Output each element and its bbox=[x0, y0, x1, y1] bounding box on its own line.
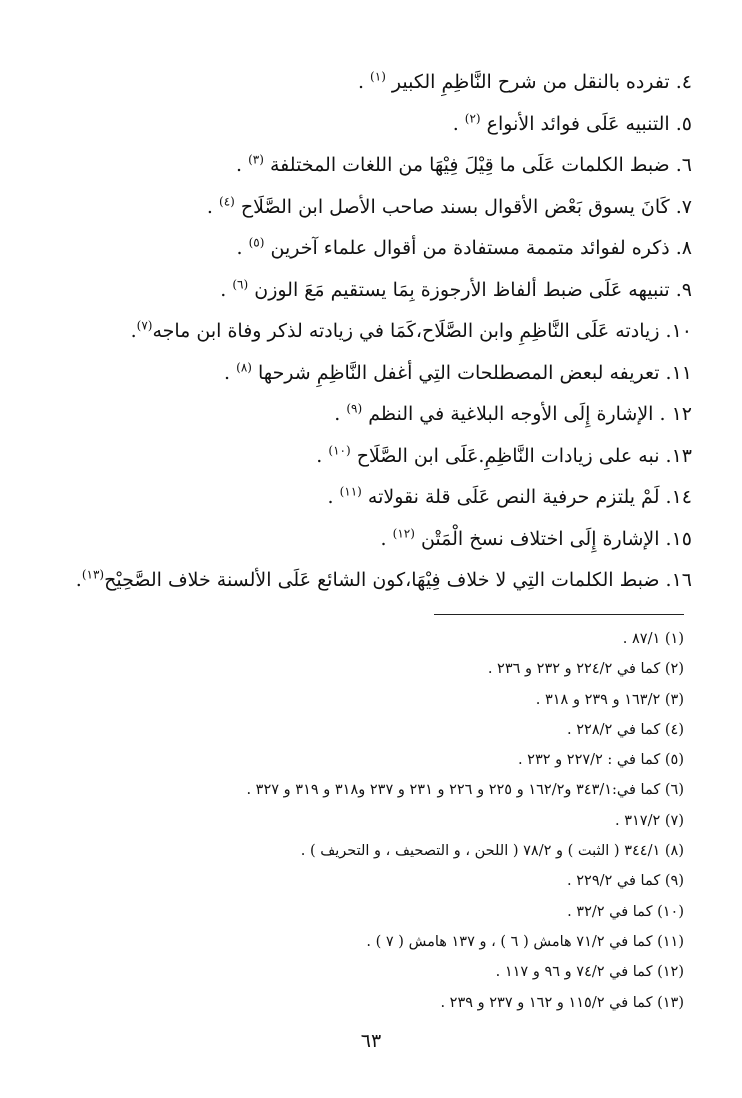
footnote-ref: (١) bbox=[370, 69, 386, 84]
list-item bbox=[50, 228, 692, 270]
list-item bbox=[50, 519, 692, 561]
footnote-ref: (٧) bbox=[136, 318, 153, 333]
item-text: ٧. كَانَ يسوق بَعْض الأقوال بسند صاحب الأصل ابن الصَّلَاح bbox=[240, 195, 692, 218]
footnote: (٨) ٣٤٤/١ ( الثبت ) و ٧٨/٢ ( اللحن ، و التصحيف ، و التحريف ) . bbox=[300, 843, 684, 860]
item-text: ١٦. ضبط الكلمات التِي لا خلاف فِيْهَا،كون الشائع عَلَى الألسنة خلاف الصَّحِيْح bbox=[104, 569, 692, 591]
footnote-ref: (١٣) bbox=[81, 567, 105, 582]
footnote-ref: (١٢) bbox=[392, 526, 415, 541]
footnote-ref: (٣) bbox=[248, 152, 264, 167]
item-text: ١١. تعريفه لبعض المصطلحات التِي أغفل النَّاظِمِ شرحها bbox=[258, 361, 692, 384]
list-item bbox=[50, 62, 692, 104]
footnote-ref: (٢) bbox=[464, 111, 481, 126]
item-text: ٦. ضبط الكلمات عَلَى ما قِيْلَ فِيْهَا من اللغات المختلفة bbox=[269, 154, 692, 176]
footnote: (١) ٨٧/١ . bbox=[622, 631, 684, 647]
item-text: ٩. تنبيهه عَلَى ضبط ألفاظ الأرجوزة بِمَا يستقيم مَعَ الوزن bbox=[254, 278, 692, 301]
item-text: ١٠. زيادته عَلَى النَّاظِمِ وابن الصَّلَاح،كَمَا في زيادته لذكر وفاة ابن ماجه bbox=[152, 320, 692, 342]
footnote: (٢) كما في ٢٢٤/٢ و ٢٣٢ و ٢٣٦ . bbox=[487, 661, 684, 678]
list-item bbox=[50, 560, 692, 602]
footnote: (٦) كما في:٣٤٣/١ و١٦٢/٢ و ٢٢٥ و ٢٢٦ و ٢٣١ و ٢٣٧ و٣١٨ و ٣١٩ و ٣٢٧ . bbox=[246, 782, 684, 799]
footnote: (٥) كما في : ٢٢٧/٢ و ٢٣٢ . bbox=[517, 752, 684, 769]
list-item bbox=[50, 477, 692, 519]
list-item bbox=[50, 311, 692, 353]
footnote-ref: (٥) bbox=[248, 235, 265, 250]
page-number: ٦٣ bbox=[360, 1030, 382, 1052]
item-end: . bbox=[334, 403, 347, 425]
footnote: (٩) كما في ٢٢٩/٢ . bbox=[567, 873, 684, 890]
footnote-ref: (٦) bbox=[232, 277, 249, 292]
footnote: (١٢) كما في ٧٤/٢ و ٩٦ و ١١٧ . bbox=[495, 964, 684, 981]
item-text: ٤. تفرده بالنقل من شرح النَّاظِمِ الكبير bbox=[391, 71, 692, 93]
list-item bbox=[50, 436, 692, 478]
item-end: . bbox=[224, 361, 237, 384]
item-end: . bbox=[220, 278, 233, 301]
footnote: (٣) ١٦٣/٢ و ٢٣٩ و ٣١٨ . bbox=[535, 691, 684, 708]
list-item bbox=[50, 187, 692, 229]
item-end: . bbox=[236, 237, 249, 259]
item-end: . bbox=[206, 195, 220, 218]
list-item bbox=[50, 394, 692, 436]
footnote: (١٣) كما في ١١٥/٢ و ١٦٢ و ٢٣٧ و ٢٣٩ . bbox=[440, 994, 684, 1011]
item-end: . bbox=[327, 486, 340, 508]
list-item bbox=[50, 104, 692, 146]
item-end: . bbox=[316, 444, 329, 467]
item-end: . bbox=[75, 569, 82, 591]
footnote-separator bbox=[434, 614, 684, 615]
item-text: ١٤. لَمْ يلتزم حرفية النص عَلَى قلة نقولاته bbox=[367, 486, 692, 508]
list-item bbox=[50, 145, 692, 187]
item-text: ٥. التنبيه عَلَى فوائد الأنواع bbox=[486, 112, 692, 135]
footnote: (٤) كما في ٢٢٨/٢ . bbox=[567, 721, 684, 738]
item-text: ٨. ذكره لفوائد متممة مستفادة من أقوال علماء آخرين bbox=[270, 237, 692, 259]
footnote: (١٠) كما في ٣٢/٢ . bbox=[567, 903, 684, 920]
item-end: . bbox=[357, 71, 371, 93]
item-end: . bbox=[380, 527, 393, 550]
footnote-ref: (٨) bbox=[236, 360, 252, 375]
item-end: . bbox=[130, 320, 137, 342]
footnote-ref: (٤) bbox=[219, 194, 235, 209]
item-end: . bbox=[452, 112, 465, 135]
footnote-ref: (١١) bbox=[339, 484, 362, 499]
item-text: ١٥. الإشارة إِلَى اختلاف نسخ الْمَتْن bbox=[420, 527, 692, 550]
item-end: . bbox=[236, 154, 249, 176]
list-item bbox=[50, 353, 692, 395]
item-text: ١٣. نبه على زيادات النَّاظِمِ.عَلَى ابن الصَّلَاح bbox=[356, 444, 692, 467]
footnote-ref: (٩) bbox=[346, 401, 363, 416]
footnote-ref: (١٠) bbox=[328, 443, 351, 458]
item-text: ١٢ . الإشارة إِلَى الأوجه البلاغية في النظم bbox=[368, 403, 692, 425]
footnotes-section bbox=[58, 624, 684, 1018]
features-list bbox=[50, 62, 692, 602]
footnote: (٧) ٣١٧/٢ . bbox=[614, 812, 684, 829]
footnote: (١١) كما في ٧١/٢ هامش ( ٦ ) ، و ١٣٧ هامش ( ٧ ) . bbox=[366, 933, 684, 950]
list-item bbox=[50, 270, 692, 312]
